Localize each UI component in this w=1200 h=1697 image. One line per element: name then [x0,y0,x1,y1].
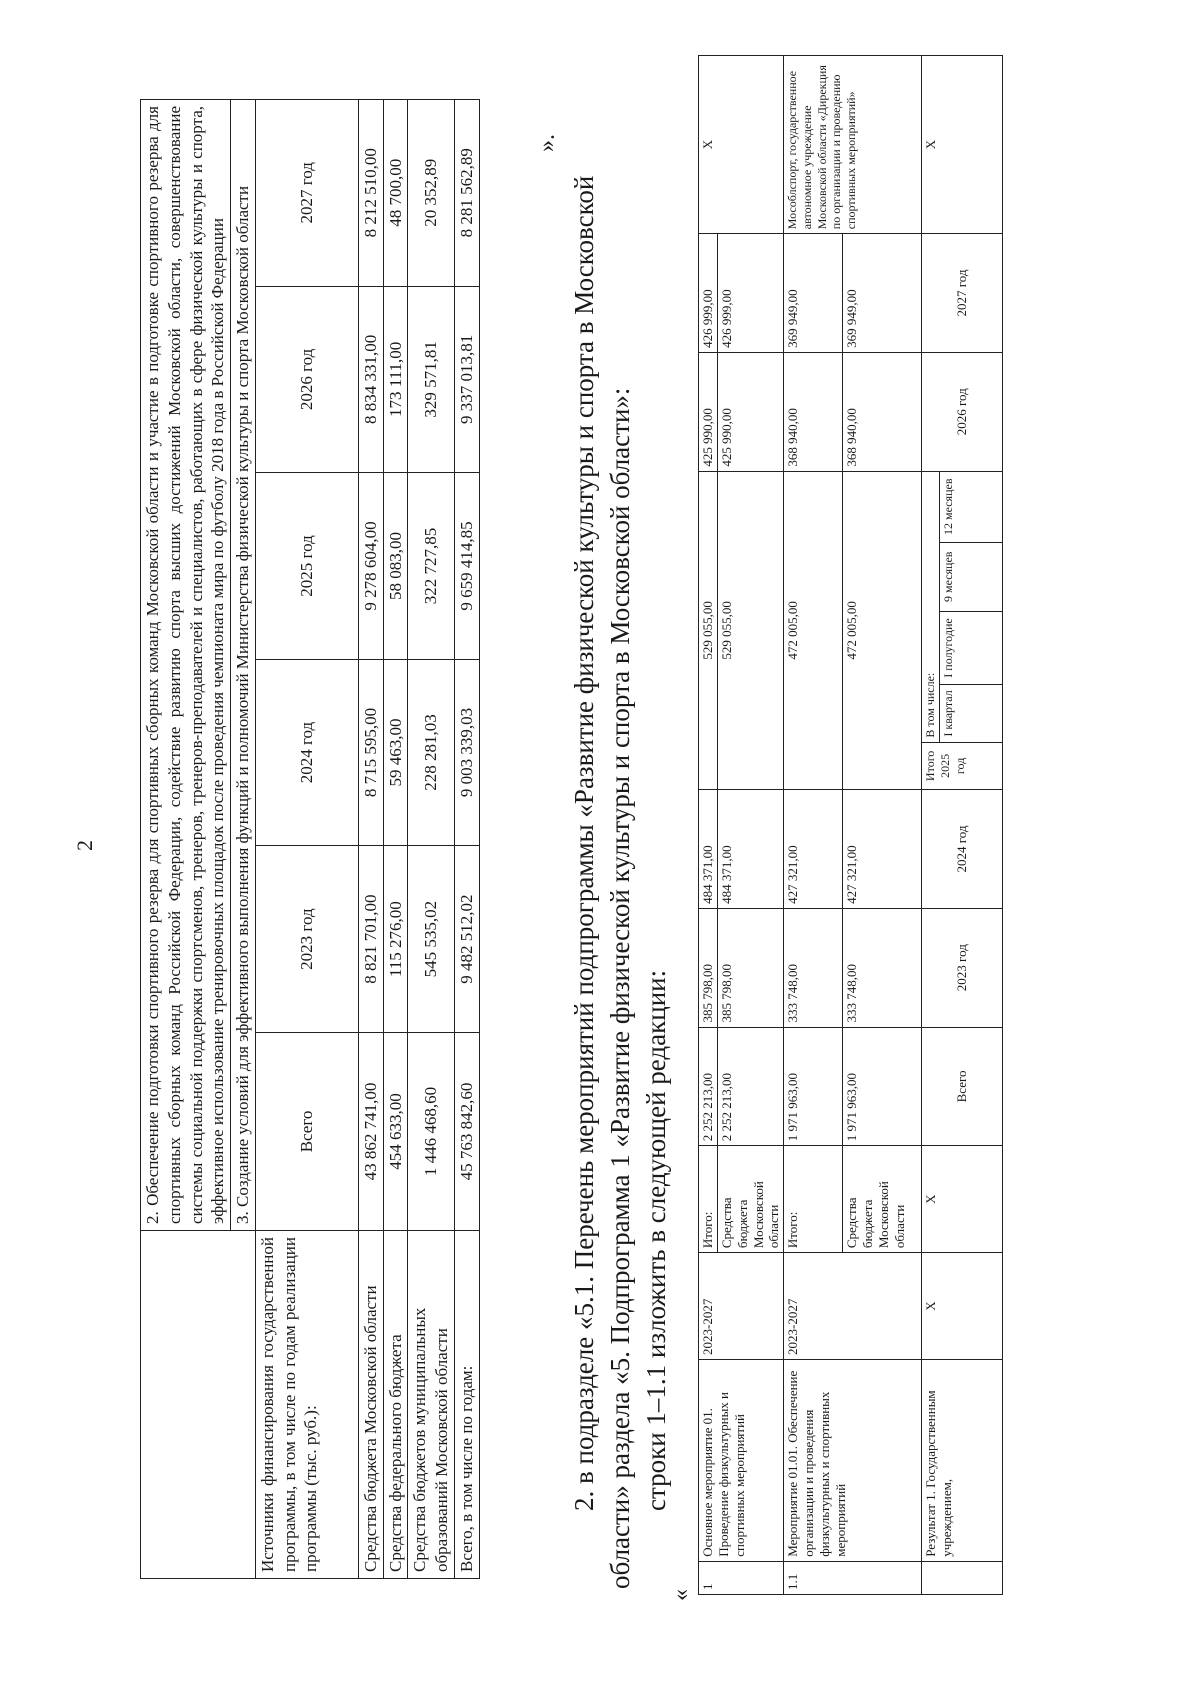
source-label: Средства бюджета Московской области [843,1146,922,1253]
cell-value: 9 659 414,85 [454,473,479,660]
financing-header-label: Источники финансирования государственной программы, в том числе по годам реализации программы (тыс. руб.): [255,1231,358,1579]
column-header: 2024 год [922,790,1003,909]
cell-value: 427 321,00 [784,790,843,909]
table-row [784,56,843,1595]
cell-value: 529 055,00 [717,471,783,789]
cell-value: 48 700,00 [383,100,408,287]
blank-cell [141,1231,256,1579]
table-row [408,100,455,1579]
cell-value: 425 990,00 [699,352,718,471]
column-header: 2023 год [922,908,1003,1027]
cell-value: 8 834 331,00 [358,286,383,473]
column-header: 2026 год [922,352,1003,471]
column-header: В том числе: [922,471,940,742]
column-header: 9 месяцев [939,542,1002,611]
column-header: 2025 год [255,473,358,660]
row-label: Средства бюджетов муниципальных образований Московской области [408,1231,455,1579]
heading-line: строки 1–1.1 изложить в следующей редакции: [641,969,671,1511]
column-header: Всего [922,1027,1003,1146]
cell-value: 369 949,00 [843,234,922,353]
column-header: 2023 год [255,846,358,1033]
cell-value: 368 940,00 [784,352,843,471]
table-row [454,100,479,1579]
cell-value: 1 971 963,00 [843,1027,922,1146]
amendment-heading [566,59,674,1589]
cell-value: 426 999,00 [699,234,718,353]
cell-value: 9 482 512,02 [454,846,479,1033]
cell-value: 43 862 741,00 [358,1032,383,1230]
cell-value: 472 005,00 [784,471,843,789]
source-label: Средства бюджета Московской области [717,1146,783,1253]
cell-value: 9 003 339,03 [454,659,479,846]
cell-value: 454 633,00 [383,1032,408,1230]
goal-2-text: 2. Обеспечение подготовки спортивного резерва для спортивных сборных команд Московской области и участие в подготовке спортивного резерва для спортивных сборных команд Российской Федерации, содействие развитию спорта высших достижений Московской области, совершенствование системы социальной поддержки спортсменов, тренеров, тренеров-преподавателей и специалистов, работающих в сфере физической культуры и спорта, эффективное использование тренировочных площадок после проведения чемпионата мира по футболу 2018 года в Российской Федерации [141,100,231,1231]
opening-quote: « [668,1589,694,1601]
column-header: I квартал [939,685,1002,742]
financing-table [140,99,480,1579]
column-header: 2027 год [922,234,1003,353]
closing-quote: ». [534,134,560,152]
goal-3-text: 3. Создание условий для эффективного выполнения функций и полномочий Министерства физической культуры и спорта Московской области [231,100,256,1231]
table-row [922,56,940,1595]
cell-value: 1 446 468,60 [408,1032,455,1230]
row-number: 1 [699,1561,784,1594]
table-row [383,100,408,1579]
result-name: Результат 1. Государственным учреждением, [922,1359,1003,1561]
cell-value: 8 715 595,00 [358,659,383,846]
cell-value: 368 940,00 [843,352,922,471]
cell-value: 9 337 013,81 [454,286,479,473]
cell-value: 58 083,00 [383,473,408,660]
column-header: Итого 2025 год [922,742,1003,789]
column-header: Всего [255,1032,358,1230]
period: X [922,1253,1003,1360]
cell-value: 545 535,02 [408,846,455,1033]
cell-value: 385 798,00 [717,908,783,1027]
cell-value: 2 252 213,00 [699,1027,718,1146]
cell-value: 173 111,00 [383,286,408,473]
cell-value: 385 798,00 [699,908,718,1027]
source-label: Итого: [784,1146,843,1253]
cell-value: 115 276,00 [383,846,408,1033]
column-header: 2024 год [255,659,358,846]
cell-value: 322 727,85 [408,473,455,660]
blank-cell [922,1561,1003,1594]
cell-value: 333 748,00 [843,908,922,1027]
row-label: Средства бюджета Московской области [358,1231,383,1579]
cell-value: 8 212 510,00 [358,100,383,287]
cell-value: 427 321,00 [843,790,922,909]
cell-value: 484 371,00 [699,790,718,909]
activities-table [698,55,1003,1595]
executor: X [922,56,1003,234]
cell-value: 8 281 562,89 [454,100,479,287]
heading-line: 2. в подразделе «5.1. Перечень мероприятий подпрограммы «Развитие физической культуры и спорта в Московской [569,175,599,1511]
period: 2023-2027 [784,1253,922,1360]
cell-value: 1 971 963,00 [784,1027,843,1146]
cell-value: 8 821 701,00 [358,846,383,1033]
column-header: 12 месяцев [939,471,1002,542]
executor: Мособлспорт, государственное автономное учреждение Московской области «Дирекция по организации и проведению спортивных мероприятий» [784,56,922,234]
cell-value: 45 763 842,60 [454,1032,479,1230]
cell-value: 59 463,00 [383,659,408,846]
cell-value: 20 352,89 [408,100,455,287]
row-number: 1.1 [784,1561,922,1594]
cell-value: 9 278 604,00 [358,473,383,660]
column-header: 2027 год [255,100,358,287]
source-label: Итого: [699,1146,718,1253]
cell-value: 425 990,00 [717,352,783,471]
table-row [358,100,383,1579]
cell-value: 472 005,00 [843,471,922,789]
source: X [922,1146,1003,1253]
activity-name: Мероприятие 01.01. Обеспечение организации и проведения физкультурных и спортивных мероприятий [784,1359,922,1561]
cell-value: 329 571,81 [408,286,455,473]
executor: X [699,56,784,234]
cell-value: 529 055,00 [699,471,718,789]
cell-value: 2 252 213,00 [717,1027,783,1146]
activity-name: Основное мероприятие 01. Проведение физкультурных и спортивных мероприятий [699,1359,784,1561]
column-header: 2026 год [255,286,358,473]
heading-line: области» раздела «5. Подпрограмма 1 «Развитие физической культуры и спорта в Московской области»: [605,387,635,1589]
page-number: 2 [72,840,97,851]
period: 2023-2027 [699,1253,784,1360]
cell-value: 484 371,00 [717,790,783,909]
cell-value: 228 281,03 [408,659,455,846]
cell-value: 426 999,00 [717,234,783,353]
cell-value: 369 949,00 [784,234,843,353]
cell-value: 333 748,00 [784,908,843,1027]
row-label: Всего, в том числе по годам: [454,1231,479,1579]
table-row [699,56,718,1595]
column-header: I полугодие [939,611,1002,685]
row-label: Средства федерального бюджета [383,1231,408,1579]
